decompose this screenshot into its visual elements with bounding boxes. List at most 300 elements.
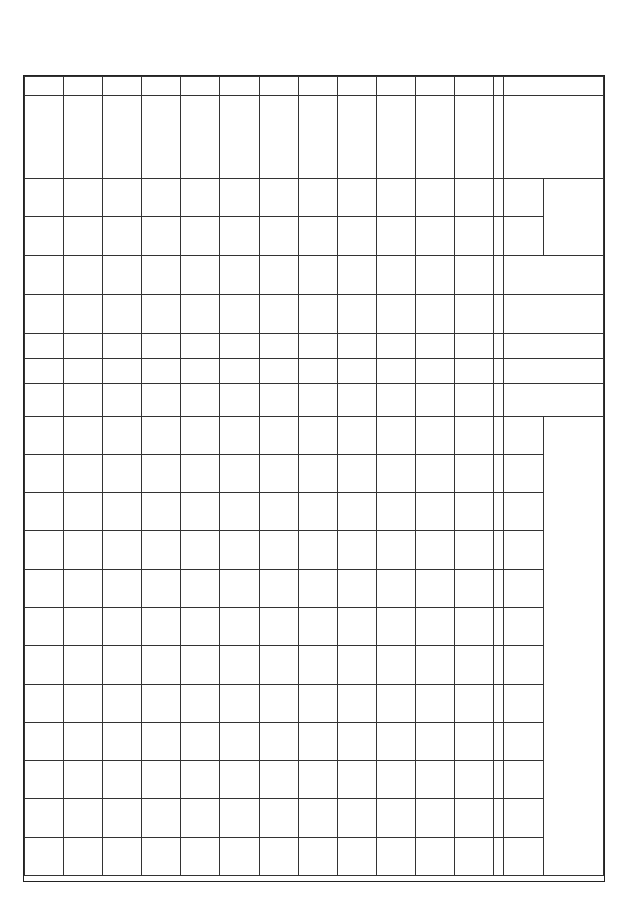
table-cell [376,333,415,358]
table-cell [298,569,337,607]
table-cell [376,761,415,799]
table-cell [259,454,298,492]
table-cell [337,799,376,837]
table-cell [64,569,103,607]
table-cell [64,358,103,383]
table-cell [142,761,181,799]
table-cell [103,454,142,492]
table-cell [376,646,415,684]
table-cell [376,416,415,454]
table-cell [337,333,376,358]
table-cell [454,722,493,760]
table-cell [298,358,337,383]
table-cell [25,77,64,96]
table-cell [103,96,142,179]
table-cell [103,255,142,294]
table-cell [142,96,181,179]
table-cell [181,531,220,569]
table-cell [454,416,493,454]
table-cell [142,358,181,383]
sub-header-cell [504,837,544,875]
table-cell [142,799,181,837]
sub-header-cell [504,531,544,569]
table-cell [142,569,181,607]
table-cell [376,569,415,607]
table-cell [337,96,376,179]
table-cell [298,333,337,358]
table-row [298,77,337,876]
column-number-cell [494,96,504,179]
table-cell [220,333,259,358]
table-cell [103,761,142,799]
table-cell [415,837,454,875]
column-number-cell [494,799,504,837]
header-cell [544,416,604,875]
table-cell [415,493,454,531]
column-number-cell [494,255,504,294]
table-row [64,77,103,876]
table-cell [25,569,64,607]
table-cell [376,837,415,875]
table-cell [64,493,103,531]
table-cell [415,684,454,722]
table-cell [259,493,298,531]
header-cell [504,77,604,96]
table-cell [25,799,64,837]
table-cell [415,722,454,760]
column-number-cell [494,294,504,333]
table-cell [415,294,454,333]
column-number-cell [494,217,504,255]
address-program-table [24,76,604,876]
table-cell [64,837,103,875]
table-cell [25,837,64,875]
table-cell [142,383,181,416]
table-cell [337,531,376,569]
table-cell [142,837,181,875]
table-cell [64,799,103,837]
table-cell [142,77,181,96]
table-cell [25,383,64,416]
column-number-cell [494,358,504,383]
table-cell [181,333,220,358]
table-cell [181,294,220,333]
table-cell [298,761,337,799]
table-cell [415,179,454,217]
table-cell [142,722,181,760]
table-cell [454,684,493,722]
table-cell [454,454,493,492]
table-cell [220,416,259,454]
table-cell [181,217,220,255]
sub-header-cell [504,493,544,531]
table-cell [415,217,454,255]
table-cell [415,799,454,837]
sub-header-cell [504,722,544,760]
table-cell [454,837,493,875]
table-cell [337,646,376,684]
table-cell [259,217,298,255]
table-cell [25,761,64,799]
table-cell [259,77,298,96]
table-cell [103,493,142,531]
column-number-cell [494,646,504,684]
table-cell [415,358,454,383]
table-cell [337,454,376,492]
table-cell [181,493,220,531]
column-number-cell [494,607,504,645]
column-number-cell [494,569,504,607]
table-cell [376,358,415,383]
table-cell [415,416,454,454]
table-cell [181,722,220,760]
table-cell [220,607,259,645]
table-row [142,77,181,876]
table-cell [25,684,64,722]
table-cell [376,722,415,760]
table-cell [337,77,376,96]
table-cell [376,77,415,96]
table-cell [64,179,103,217]
table-cell [376,96,415,179]
table-cell [415,569,454,607]
table-sub-header-row [504,77,544,876]
table-cell [259,416,298,454]
table-cell [298,179,337,217]
table-cell [25,531,64,569]
table-cell [454,493,493,531]
table-cell [415,255,454,294]
table-cell [64,761,103,799]
table-cell [103,383,142,416]
header-cell [504,358,604,383]
table-cell [259,607,298,645]
table-cell [454,607,493,645]
table-cell [25,607,64,645]
table-cell [181,837,220,875]
table-cell [103,294,142,333]
table-cell [103,333,142,358]
table-cell [376,294,415,333]
table-cell [454,799,493,837]
table-cell [259,333,298,358]
sub-header-cell [504,217,544,255]
table-cell [415,383,454,416]
table-cell [64,383,103,416]
table-cell [142,531,181,569]
table-cell [454,569,493,607]
table-cell [376,684,415,722]
table-cell [337,383,376,416]
table-cell [25,646,64,684]
table-cell [259,294,298,333]
table-cell [25,179,64,217]
column-number-cell [494,77,504,96]
table-cell [25,358,64,383]
table-cell [298,799,337,837]
table-cell [181,255,220,294]
table-row [181,77,220,876]
table-cell [454,531,493,569]
table-cell [259,531,298,569]
table-row [103,77,142,876]
table-cell [337,217,376,255]
table-cell [142,493,181,531]
table-cell [181,799,220,837]
table-cell [259,799,298,837]
table-cell [337,607,376,645]
table-cell [220,799,259,837]
table-cell [454,383,493,416]
table-cell [64,454,103,492]
table-cell [454,217,493,255]
table-cell [415,333,454,358]
table-cell [181,96,220,179]
header-cell [504,294,604,333]
header-cell [504,333,604,358]
table-cell [415,77,454,96]
table-cell [454,761,493,799]
table-top-header-row [544,77,604,876]
table-cell [64,607,103,645]
table-frame [23,75,605,882]
table-cell [298,416,337,454]
table-cell [220,217,259,255]
table-cell [337,416,376,454]
table-cell [220,646,259,684]
sub-header-cell [504,569,544,607]
table-cell [103,607,142,645]
table-cell [181,646,220,684]
table-cell [454,96,493,179]
table-cell [259,684,298,722]
table-cell [298,383,337,416]
table-cell [376,179,415,217]
table-cell [454,179,493,217]
table-cell [103,416,142,454]
table-row [376,77,415,876]
table-row [337,77,376,876]
table-cell [103,646,142,684]
table-cell [337,493,376,531]
table-cell [103,531,142,569]
table-cell [220,383,259,416]
table-cell [298,77,337,96]
table-cell [376,255,415,294]
table-cell [220,77,259,96]
table-cell [103,799,142,837]
header-cell [504,96,604,179]
table-cell [64,416,103,454]
column-number-cell [494,684,504,722]
sub-header-cell [504,684,544,722]
table-cell [64,255,103,294]
sub-header-cell [504,607,544,645]
header-cell [504,255,604,294]
table-cell [103,684,142,722]
table-cell [142,416,181,454]
table-cell [142,255,181,294]
table-cell [142,646,181,684]
table-cell [181,383,220,416]
table-cell [142,294,181,333]
table-cell [259,179,298,217]
table-cell [454,77,493,96]
table-cell [298,531,337,569]
table-cell [415,96,454,179]
table-cell [142,607,181,645]
table-cell [259,761,298,799]
header-cell [544,179,604,256]
table-cell [454,333,493,358]
table-cell [454,646,493,684]
table-cell [64,531,103,569]
table-row [259,77,298,876]
table-cell [220,837,259,875]
table-cell [64,722,103,760]
table-cell [298,96,337,179]
table-cell [298,454,337,492]
table-cell [220,255,259,294]
table-cell [454,358,493,383]
column-number-cell [494,454,504,492]
table-cell [298,607,337,645]
table-row [454,77,493,876]
table-cell [415,646,454,684]
table-cell [220,358,259,383]
table-cell [337,761,376,799]
table-cell [220,722,259,760]
column-number-cell [494,493,504,531]
table-cell [220,493,259,531]
sub-header-cell [504,454,544,492]
table-cell [415,607,454,645]
table-cell [220,294,259,333]
table-cell [259,96,298,179]
table-cell [259,722,298,760]
table-cell [415,454,454,492]
table-cell [376,493,415,531]
table-cell [64,646,103,684]
sub-header-cell [504,416,544,454]
table-cell [259,837,298,875]
table-cell [376,383,415,416]
table-cell [142,454,181,492]
table-cell [337,179,376,217]
table-cell [103,77,142,96]
column-number-cell [494,531,504,569]
table-cell [181,684,220,722]
table-cell [103,722,142,760]
column-number-cell [494,383,504,416]
table-cell [142,333,181,358]
table-cell [103,179,142,217]
table-cell [181,454,220,492]
table-cell [220,684,259,722]
table-cell [454,255,493,294]
table-cell [181,77,220,96]
table-row [415,77,454,876]
column-number-cell [494,179,504,217]
table-cell [376,217,415,255]
table-cell [337,722,376,760]
table-cell [259,569,298,607]
table-cell [25,294,64,333]
sub-header-cell [504,646,544,684]
column-number-cell [494,837,504,875]
sub-header-cell [504,761,544,799]
column-number-cell [494,416,504,454]
sub-header-cell [504,179,544,217]
table-cell [25,96,64,179]
table-rotation-wrapper [24,76,604,876]
table-cell [220,454,259,492]
table-cell [103,358,142,383]
table-cell [454,294,493,333]
table-cell [220,761,259,799]
table-cell [64,333,103,358]
column-number-row [494,77,504,876]
table-cell [181,607,220,645]
table-cell [376,799,415,837]
table-cell [298,255,337,294]
table-cell [220,531,259,569]
table-cell [64,684,103,722]
table-cell [64,96,103,179]
table-cell [220,569,259,607]
table-cell [103,217,142,255]
table-cell [298,684,337,722]
table-cell [259,255,298,294]
column-number-cell [494,761,504,799]
table-cell [181,416,220,454]
table-cell [376,454,415,492]
table-body [25,77,494,876]
table-cell [25,454,64,492]
table-cell [376,607,415,645]
table-cell [415,531,454,569]
table-cell [64,294,103,333]
table-cell [64,77,103,96]
table-cell [298,493,337,531]
table-cell [337,294,376,333]
table-cell [337,255,376,294]
table-cell [181,358,220,383]
table-cell [25,255,64,294]
table-cell [25,493,64,531]
table-cell [298,722,337,760]
header-cell [504,383,604,416]
table-cell [298,217,337,255]
table-cell [181,761,220,799]
table-row [25,77,64,876]
table-cell [337,684,376,722]
table-cell [220,96,259,179]
sub-header-cell [504,799,544,837]
table-cell [220,179,259,217]
table-cell [103,569,142,607]
table-cell [376,531,415,569]
table-cell [259,646,298,684]
table-row [220,77,259,876]
table-cell [298,837,337,875]
table-cell [142,179,181,217]
table-cell [337,837,376,875]
table-cell [415,761,454,799]
table-cell [337,358,376,383]
table-cell [181,569,220,607]
table-cell [298,646,337,684]
